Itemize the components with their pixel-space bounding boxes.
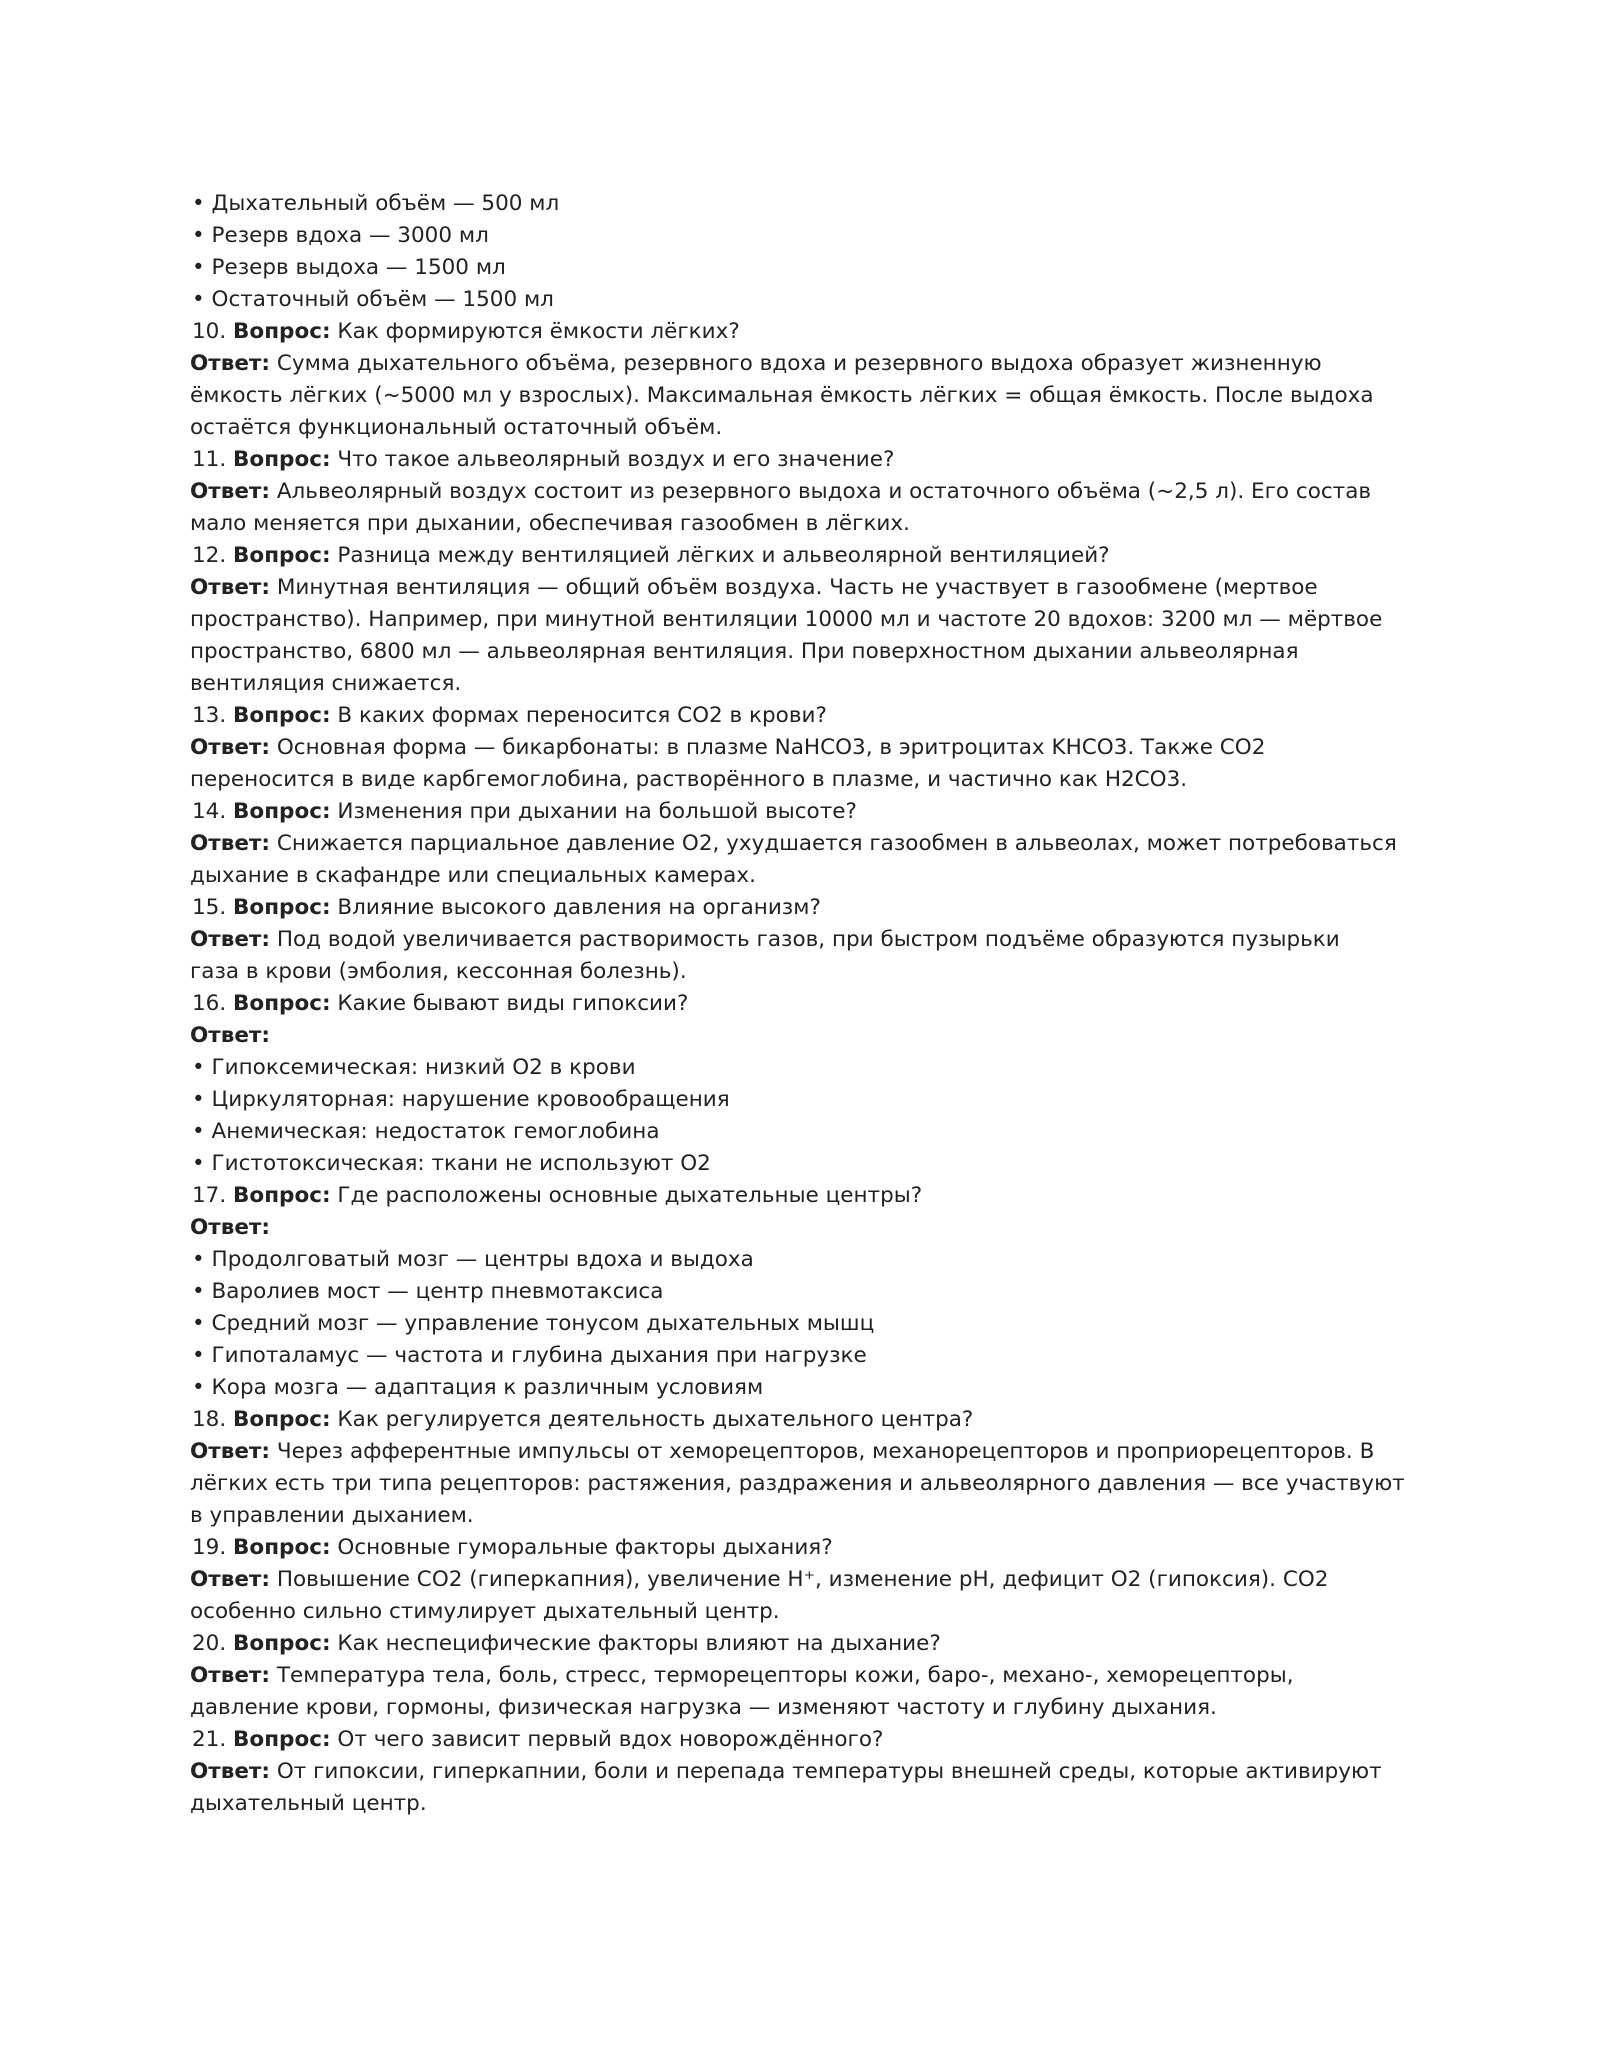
answer-line [190,956,1420,988]
question-line [190,1404,1420,1436]
answer-text: Температура тела, боль, стресс, терморецепторы кожи, баро-, механо-, хеморецепторы, [276,1663,1294,1688]
question-label: Вопрос: [233,1727,331,1752]
answer-bullet: • Гипоталамус — частота и глубина дыхания при нагрузке [192,1343,867,1368]
question-number: 10. [192,319,227,344]
question-number: 18. [192,1407,227,1432]
answer-bullet: • Анемическая: недостаток гемоглобина [192,1119,660,1144]
answer-text: остаётся функциональный остаточный объём. [190,415,723,440]
answer-line [190,1756,1420,1788]
question-text: Как регулируется деятельность дыхательного центра? [337,1407,974,1432]
question-line [190,1180,1420,1212]
answer-text: ёмкость лёгких (~5000 мл у взрослых). Максимальная ёмкость лёгких = общая ёмкость. После выдоха [190,383,1374,408]
answer-bullet-text: Варолиев мост — центр пневмотаксиса [211,1279,664,1304]
answer-text: в управлении дыханием. [190,1503,474,1528]
intro-bullet: • Резерв вдоха — 3000 мл [192,223,489,248]
answer-text: пространство, 6800 мл — альвеолярная вентиляция. При поверхностном дыхании альвеолярная [190,639,1299,664]
answer-bullet-text: Гипоксемическая: низкий O2 в крови [211,1055,636,1080]
answer-bullet-text: Продолговатый мозг — центры вдоха и выдоха [211,1247,754,1272]
answer-label: Ответ: [190,351,270,376]
intro-bullet-text: Дыхательный объём — 500 мл [211,191,560,216]
answer-label: Ответ: [190,831,270,856]
answer-line [190,1692,1420,1724]
answer-label: Ответ: [190,1439,270,1464]
answer-bullet-text: Средний мозг — управление тонусом дыхательных мышц [211,1311,875,1336]
question-line [190,796,1420,828]
document-body [190,188,1420,1820]
answer-line [190,1564,1420,1596]
question-label: Вопрос: [233,1183,331,1208]
answer-text: давление крови, гормоны, физическая нагрузка — изменяют частоту и глубину дыхания. [190,1695,1217,1720]
question-label: Вопрос: [233,1407,331,1432]
answer-label: Ответ: [190,1215,270,1240]
answer-line [190,668,1420,700]
answer-line [190,508,1420,540]
answer-bullet: • Средний мозг — управление тонусом дыхательных мышц [192,1311,875,1336]
question-number: 19. [192,1535,227,1560]
answer-line [190,1212,1420,1244]
answer-bullet-text: Анемическая: недостаток гемоглобина [211,1119,660,1144]
answer-text: вентиляция снижается. [190,671,462,696]
answer-text: лёгких есть три типа рецепторов: растяжения, раздражения и альвеолярного давления — все участвуют [190,1471,1405,1496]
question-number: 14. [192,799,227,824]
answer-bullet: • Гистотоксическая: ткани не используют O2 [192,1151,711,1176]
answer-line [190,1468,1420,1500]
answer-bullet-text: Гистотоксическая: ткани не используют O2 [211,1151,711,1176]
answer-text: дыхание в скафандре или специальных камерах. [190,863,756,888]
answer-text: газа в крови (эмболия, кессонная болезнь). [190,959,687,984]
answer-line [190,1788,1420,1820]
question-label: Вопрос: [233,1535,331,1560]
answer-line [190,924,1420,956]
question-number: 20. [192,1631,227,1656]
answer-text: Повышение CO2 (гиперкапния), увеличение H⁺, изменение pH, дефицит O2 (гипоксия). CO2 [276,1567,1329,1592]
answer-label: Ответ: [190,1759,270,1784]
answer-line [190,1436,1420,1468]
answer-line [190,1500,1420,1532]
question-line [190,316,1420,348]
answer-text: Основная форма — бикарбонаты: в плазме NaHCO3, в эритроцитах KHCO3. Также CO2 [276,735,1266,760]
question-label: Вопрос: [233,703,331,728]
answer-bullet-text: Гипоталамус — частота и глубина дыхания при нагрузке [211,1343,867,1368]
answer-line [190,572,1420,604]
answer-text: От гипоксии, гиперкапнии, боли и перепада температуры внешней среды, которые активируют [276,1759,1382,1784]
answer-label: Ответ: [190,479,270,504]
intro-bullet-text: Резерв вдоха — 3000 мл [211,223,489,248]
question-line [190,700,1420,732]
answer-line [190,636,1420,668]
question-line [190,892,1420,924]
answer-text: Через афферентные импульсы от хеморецепторов, механорецепторов и проприорецепторов. В [276,1439,1375,1464]
question-text: Какие бывают виды гипоксии? [337,991,689,1016]
question-text: Как формируются ёмкости лёгких? [337,319,740,344]
question-line [190,988,1420,1020]
question-label: Вопрос: [233,447,331,472]
answer-line [190,412,1420,444]
question-text: Где расположены основные дыхательные центры? [337,1183,923,1208]
answer-text: переносится в виде карбгемоглобина, растворённого в плазме, и частично как H2CO3. [190,767,1188,792]
answer-bullet: • Циркуляторная: нарушение кровообращения [192,1087,730,1112]
question-text: Изменения при дыхании на большой высоте? [337,799,857,824]
answer-bullet-text: Кора мозга — адаптация к различным условиям [211,1375,764,1400]
answer-text: Под водой увеличивается растворимость газов, при быстром подъёме образуются пузырьки [276,927,1340,952]
answer-label: Ответ: [190,575,270,600]
answer-line [190,1020,1420,1052]
question-text: Основные гуморальные факторы дыхания? [337,1535,833,1560]
answer-line [190,828,1420,860]
question-text: Влияние высокого давления на организм? [337,895,821,920]
answer-label: Ответ: [190,927,270,952]
intro-bullet-text: Остаточный объём — 1500 мл [211,287,554,312]
question-number: 16. [192,991,227,1016]
question-label: Вопрос: [233,1631,331,1656]
answer-text: особенно сильно стимулирует дыхательный центр. [190,1599,780,1624]
question-number: 12. [192,543,227,568]
question-line [190,540,1420,572]
answer-bullet: • Продолговатый мозг — центры вдоха и выдоха [192,1247,754,1272]
question-number: 21. [192,1727,227,1752]
answer-label: Ответ: [190,1023,270,1048]
question-text: Разница между вентиляцией лёгких и альвеолярной вентиляцией? [337,543,1110,568]
answer-line [190,476,1420,508]
question-text: Что такое альвеолярный воздух и его значение? [337,447,895,472]
intro-bullet: • Резерв выдоха — 1500 мл [192,255,506,280]
answer-text: дыхательный центр. [190,1791,427,1816]
question-line [190,1628,1420,1660]
question-label: Вопрос: [233,799,331,824]
answer-text: пространство). Например, при минутной вентиляции 10000 мл и частоте 20 вдохов: 3200 мл — мёртвое [190,607,1383,632]
question-text: В каких формах переносится CO2 в крови? [337,703,827,728]
answer-line [190,764,1420,796]
answer-bullet: • Варолиев мост — центр пневмотаксиса [192,1279,664,1304]
answer-line [190,348,1420,380]
answer-line [190,380,1420,412]
question-label: Вопрос: [233,543,331,568]
question-text: От чего зависит первый вдох новорождённого? [337,1727,884,1752]
question-text: Как неспецифические факторы влияют на дыхание? [337,1631,941,1656]
answer-bullet-text: Циркуляторная: нарушение кровообращения [211,1087,730,1112]
answer-label: Ответ: [190,735,270,760]
question-number: 11. [192,447,227,472]
answer-text: Минутная вентиляция — общий объём воздуха. Часть не участвует в газообмене (мертвое [276,575,1318,600]
answer-text: Альвеолярный воздух состоит из резервного выдоха и остаточного объёма (~2,5 л). Его состав [276,479,1372,504]
answer-label: Ответ: [190,1663,270,1688]
answer-text: Снижается парциальное давление O2, ухудшается газообмен в альвеолах, может потребоваться [276,831,1397,856]
answer-line [190,860,1420,892]
intro-bullet: • Дыхательный объём — 500 мл [192,191,560,216]
answer-bullet: • Кора мозга — адаптация к различным условиям [192,1375,764,1400]
answer-line [190,1596,1420,1628]
answer-text: мало меняется при дыхании, обеспечивая газообмен в лёгких. [190,511,910,536]
question-label: Вопрос: [233,991,331,1016]
answer-line [190,604,1420,636]
intro-bullet: • Остаточный объём — 1500 мл [192,287,554,312]
question-line [190,1724,1420,1756]
answer-line [190,732,1420,764]
question-number: 17. [192,1183,227,1208]
answer-bullet: • Гипоксемическая: низкий O2 в крови [192,1055,636,1080]
question-number: 15. [192,895,227,920]
answer-line [190,1660,1420,1692]
answer-text: Сумма дыхательного объёма, резервного вдоха и резервного выдоха образует жизненную [276,351,1322,376]
question-label: Вопрос: [233,319,331,344]
intro-bullet-text: Резерв выдоха — 1500 мл [211,255,506,280]
question-line [190,1532,1420,1564]
question-label: Вопрос: [233,895,331,920]
question-line [190,444,1420,476]
answer-label: Ответ: [190,1567,270,1592]
question-number: 13. [192,703,227,728]
